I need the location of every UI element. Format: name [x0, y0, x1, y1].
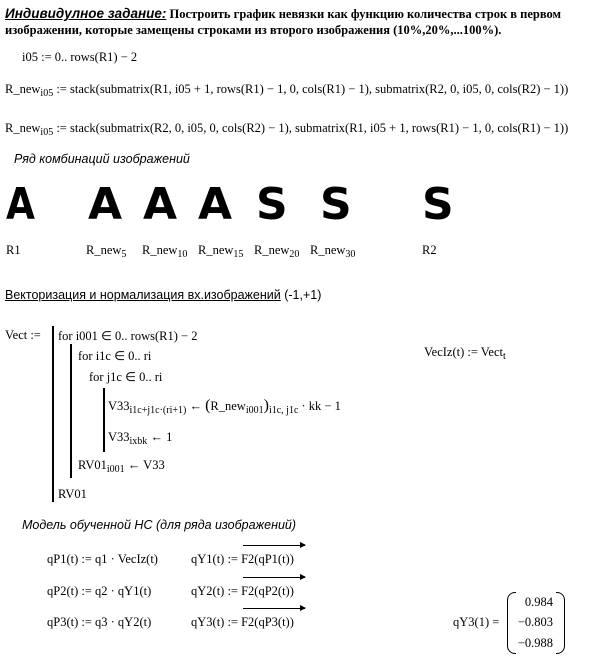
- image-r-new-5: A: [88, 179, 123, 230]
- program-name: Vect :=: [5, 328, 41, 342]
- label-r2-text: R2: [422, 243, 437, 257]
- image-r2: S: [422, 179, 454, 230]
- label-text: R_new: [254, 243, 290, 257]
- range-i05: i05 := 0.. rows(R1) − 2: [22, 50, 138, 64]
- program-bar-for3: [103, 388, 105, 452]
- model-row-lhs: qY3(t) :=: [191, 615, 238, 629]
- eq1-lhs: R_new: [5, 82, 41, 96]
- label-sub: 5: [121, 249, 127, 260]
- model-row-3-right: [191, 615, 294, 630]
- veciz-lhs: VecIz(t) := Vect: [424, 345, 504, 359]
- assign3-var: RV01: [78, 458, 107, 472]
- label-r-new-10: [142, 243, 187, 258]
- eq1-lhs-sub: i05: [40, 88, 54, 99]
- vect-heading-underlined: Векторизация и нормализация вх.изображений: [5, 288, 281, 302]
- eq2-lhs-sub: i05: [40, 127, 54, 138]
- label-text: R_new: [142, 243, 178, 257]
- task-title: Индивидулное задание:: [5, 6, 167, 21]
- assign2-rhs: ← 1: [150, 430, 173, 444]
- result-lhs: qY3(1) =: [453, 615, 500, 629]
- model-row-1-left: qP1(t) := q1 · VecIz(t): [47, 552, 158, 566]
- label-sub: 30: [345, 249, 356, 260]
- model-row-3-left: qP3(t) := q3 · qY2(t): [47, 615, 152, 629]
- assign2-sub: ixbk: [129, 436, 148, 447]
- program-bar-outer: [52, 326, 54, 502]
- task-line1: Построить график невязки как функцию количества строк в первом: [169, 7, 562, 21]
- matrix-cell: 0.984: [524, 595, 553, 609]
- matrix-right-bracket: [556, 592, 565, 654]
- assign1-rnew: R_new: [210, 399, 246, 413]
- equation-r-new-2: [5, 121, 568, 136]
- veciz-sub: t: [503, 351, 506, 362]
- matrix-cell: −0.988: [517, 636, 553, 650]
- label-r1-text: R1: [6, 243, 21, 257]
- label-r-new-15: [198, 243, 243, 258]
- assign2-var: V33: [108, 430, 130, 444]
- equation-r-new-1: [5, 82, 568, 97]
- model-row-2-right: [191, 584, 294, 599]
- assign1-rnew-sub: i001: [245, 405, 264, 416]
- model-row-lhs: qY2(t) :=: [191, 584, 238, 598]
- assign1-arrow: ←: [189, 399, 202, 413]
- label-sub: 20: [289, 249, 300, 260]
- task-line2: изображении, которые замещены строками из второго изображения (10%,20%,...100%).: [5, 23, 502, 37]
- model-row-lhs: qY1(t) :=: [191, 552, 238, 566]
- assign1-index: i1c, j1c: [268, 405, 299, 416]
- program-assign1: [108, 397, 341, 415]
- label-text: R_new: [310, 243, 346, 257]
- result-matrix: [507, 592, 565, 654]
- model-row-2-left: qP2(t) := q2 · qY1(t): [47, 584, 152, 598]
- veciz-definition: [424, 345, 506, 360]
- image-r-new-15: A: [198, 179, 233, 230]
- vectorize-arrow-icon: [243, 545, 305, 546]
- assign3-sub: i001: [106, 464, 125, 475]
- program-assign2: [108, 430, 172, 445]
- vectorize-arrow-icon: [243, 608, 305, 609]
- label-r1: [6, 243, 21, 258]
- model-row-rhs: F2(qP3(t)): [241, 615, 294, 629]
- image-r-new-30: S: [320, 179, 352, 230]
- vect-heading: [5, 288, 321, 302]
- assign3-rhs: ← V33: [127, 458, 165, 472]
- series-heading: Ряд комбинаций изображений: [14, 152, 190, 166]
- task-title-line: [5, 6, 561, 22]
- eq1-rhs: := stack(submatrix(R1, i05 + 1, rows(R1) − 1, 0, cols(R1) − 1), submatrix(R2, 0, i05, 0, cols(R2) − 1)): [56, 82, 569, 96]
- label-r-new-30: [310, 243, 355, 258]
- matrix-left-bracket: [507, 592, 516, 654]
- label-sub: 15: [233, 249, 244, 260]
- vect-heading-rest: (-1,+1): [280, 288, 322, 302]
- program-return: RV01: [58, 487, 87, 501]
- program-bar-for1: [70, 344, 72, 478]
- model-row-rhs: F2(qP1(t)): [241, 552, 294, 566]
- label-sub: 10: [177, 249, 188, 260]
- image-r-new-10: A: [143, 179, 178, 230]
- model-row-rhs: F2(qP2(t)): [241, 584, 294, 598]
- model-row-1-right: [191, 552, 294, 567]
- assign1-sub: i1c+j1c·(ri+1): [129, 405, 187, 416]
- image-r-new-20: S: [256, 179, 288, 230]
- image-r1: A: [6, 179, 35, 230]
- program-for2: for i1c ∈ 0.. ri: [78, 349, 152, 363]
- eq2-lhs: R_new: [5, 121, 41, 135]
- program-for3: for j1c ∈ 0.. ri: [89, 370, 163, 384]
- eq2-rhs: := stack(submatrix(R2, 0, i05, 0, cols(R2) − 1), submatrix(R1, i05 + 1, rows(R1) − 1, 0, cols(R1) − 1)): [56, 121, 569, 135]
- model-heading: Модель обученной НС (для ряда изображений): [22, 518, 297, 532]
- matrix-cell: −0.803: [517, 615, 553, 629]
- program-assign3: [78, 458, 165, 473]
- paren-open: (: [205, 397, 211, 414]
- assign1-tail: · kk − 1: [301, 399, 341, 413]
- label-r-new-20: [254, 243, 299, 258]
- assign1-var: V33: [108, 399, 130, 413]
- label-r-new-5: [86, 243, 126, 258]
- label-text: R_new: [198, 243, 234, 257]
- paren-close: ): [263, 397, 269, 414]
- label-r2: [422, 243, 437, 258]
- program-for1: for i001 ∈ 0.. rows(R1) − 2: [58, 329, 198, 343]
- label-text: R_new: [86, 243, 122, 257]
- vectorize-arrow-icon: [243, 577, 305, 578]
